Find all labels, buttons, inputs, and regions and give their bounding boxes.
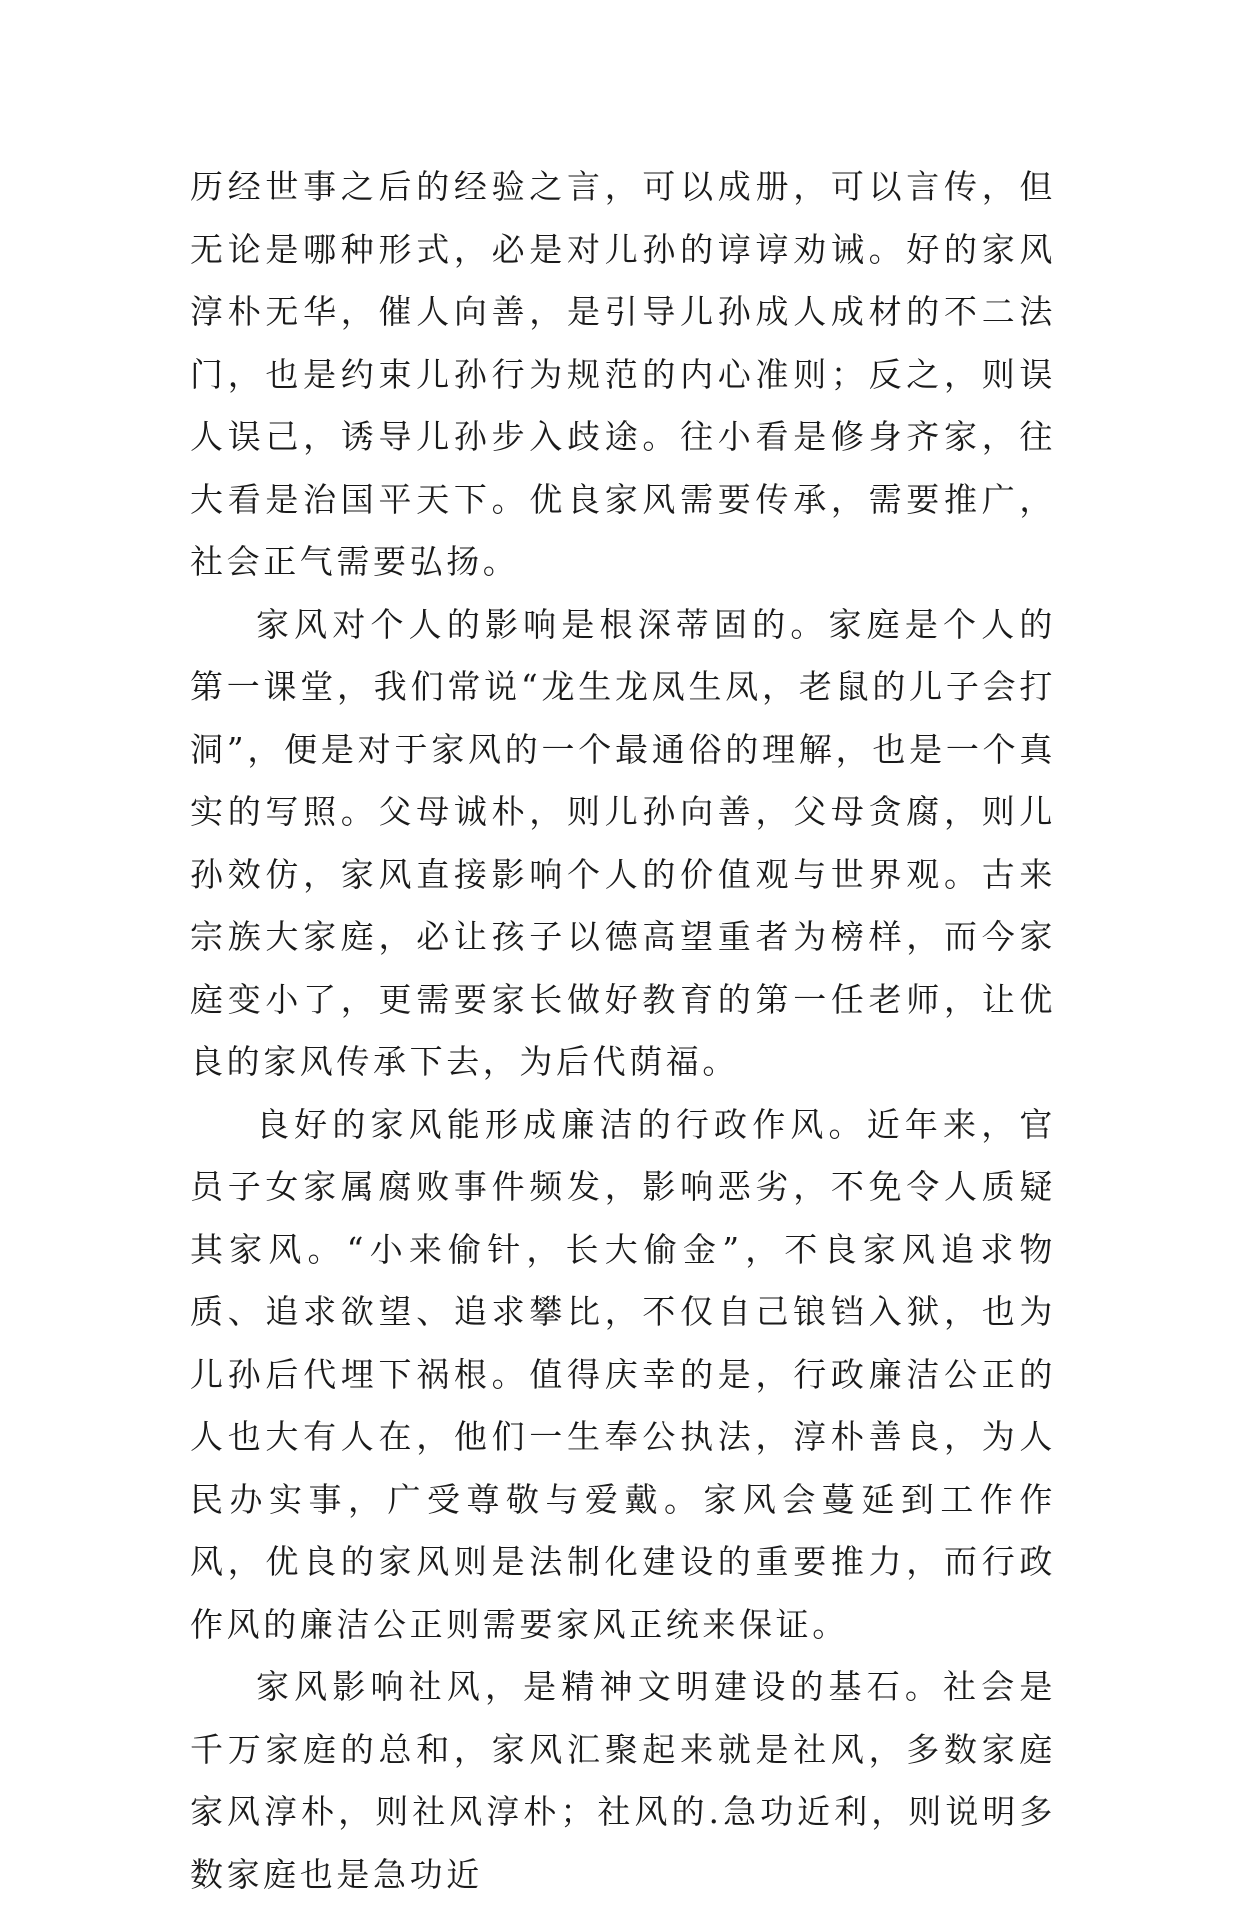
paragraph-2: 家风对个人的影响是根深蒂固的。家庭是个人的第一课堂，我们常说“龙生龙凤生凤，老鼠的儿子会打洞”，便是对于家风的一个最通俗的理解，也是一个真实的写照。父母诚朴，则儿孙向善，父母贪腐，则儿孙效仿，家风直接影响个人的价值观与世界观。古来宗族大家庭，必让孩子以德高望重者为榜样，而今家庭变小了，更需要家长做好教育的第一任老师，让优良的家风传承下去，为后代荫福。 xyxy=(190,604,1056,1081)
body-text xyxy=(190,156,1056,1906)
paragraph-4: 家风影响社风，是精神文明建设的基石。社会是千万家庭的总和，家风汇聚起来就是社风，多数家庭家风淳朴，则社风淳朴；社风的.急功近利，则说明多数家庭也是急功近 xyxy=(190,1667,1056,1894)
paragraph-3: 良好的家风能形成廉洁的行政作风。近年来，官员子女家属腐败事件频发，影响恶劣，不免令人质疑其家风。“小来偷针，长大偷金”，不良家风追求物质、追求欲望、追求攀比，不仅自己锒铛入狱，也为儿孙后代埋下祸根。值得庆幸的是，行政廉洁公正的人也大有人在，他们一生奉公执法，淳朴善良，为人民办实事，广受尊敬与爱戴。家风会蔓延到工作作风，优良的家风则是法制化建设的重要推力，而行政作风的廉洁公正则需要家风正统来保证。 xyxy=(190,1104,1056,1644)
paragraph-1: 历经世事之后的经验之言，可以成册，可以言传，但无论是哪种形式，必是对儿孙的谆谆劝诫。好的家风淳朴无华，催人向善，是引导儿孙成人成材的不二法门，也是约束儿孙行为规范的内心准则；反之，则误人误己，诱导儿孙步入歧途。往小看是修身齐家，往大看是治国平天下。优良家风需要传承，需要推广，社会正气需要弘扬。 xyxy=(190,167,1056,581)
